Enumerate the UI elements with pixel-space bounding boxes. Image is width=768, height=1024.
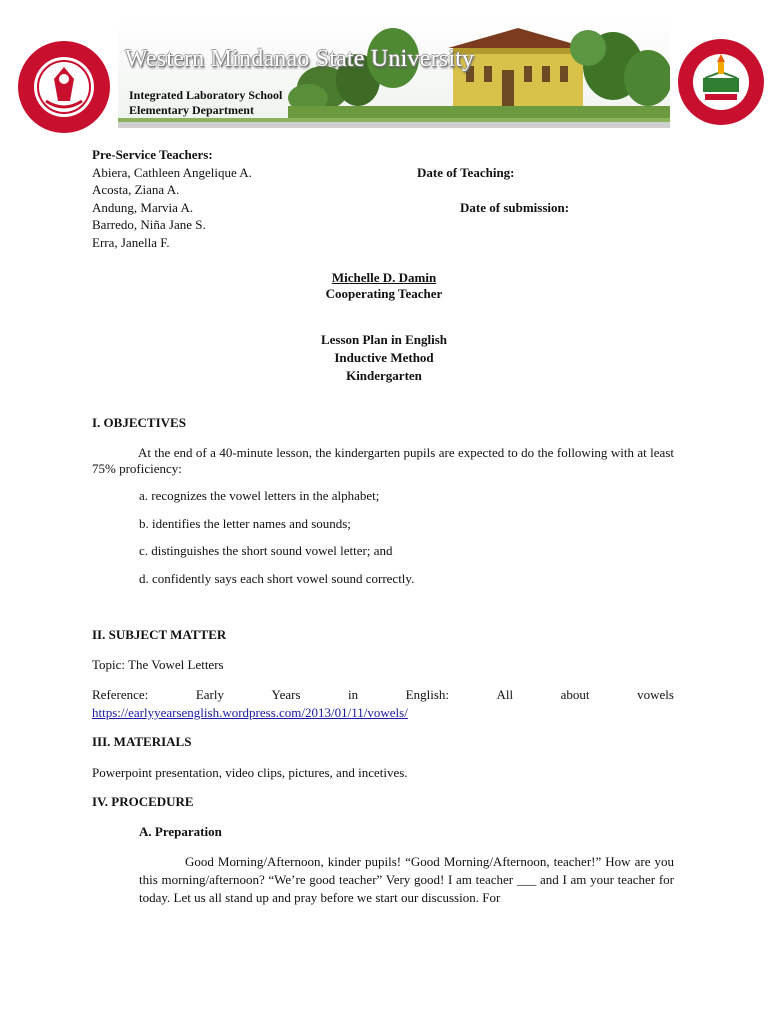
objective-item: a. recognizes the vowel letters in the alphabet; — [139, 488, 380, 503]
pre-service-label: Pre-Service Teachers: — [92, 147, 213, 162]
reference-word: about — [560, 687, 590, 702]
university-name: Western Mindanao State University — [125, 46, 475, 72]
wmsu-seal-icon — [16, 39, 112, 135]
department-name: Elementary Department — [129, 103, 254, 117]
reference-word: English: — [405, 687, 449, 702]
reference-word: vowels — [637, 687, 674, 702]
letterhead — [0, 0, 768, 140]
cooperating-teacher-role: Cooperating Teacher — [325, 286, 443, 301]
objectives-heading: I. OBJECTIVES — [92, 415, 186, 430]
date-of-teaching-label: Date of Teaching: — [417, 165, 515, 180]
teacher-name: Acosta, Ziana A. — [92, 182, 180, 197]
preparation-text: Good Morning/Afternoon, kinder pupils! “Good Morning/Afternoon, teacher!” How are you this morning/afternoon? “We’re good teacher” Very good! I am teacher ___ and I am your teacher for today. Let us all stand up and pray before we start our discussion. For — [139, 854, 674, 905]
materials-text: Powerpoint presentation, video clips, pictures, and incetives. — [92, 765, 408, 780]
reference-word: Years — [271, 687, 301, 702]
lesson-plan-title: Lesson Plan in English — [320, 332, 448, 347]
preparation-heading: A. Preparation — [139, 824, 222, 839]
procedure-heading: IV. PROCEDURE — [92, 794, 194, 809]
reference-word: Early — [195, 687, 224, 702]
materials-heading: III. MATERIALS — [92, 734, 192, 749]
objective-item: d. confidently says each short vowel sound correctly. — [139, 571, 415, 586]
reference-word: in — [348, 687, 359, 702]
lesson-plan-grade: Kindergarten — [346, 368, 422, 383]
date-of-submission-label: Date of submission: — [460, 200, 570, 215]
ils-seal-icon — [677, 38, 765, 126]
cooperating-teacher-name: Michelle D. Damin — [331, 270, 437, 285]
reference-word: All — [496, 687, 514, 702]
teacher-name: Andung, Marvia A. — [92, 200, 194, 215]
teacher-name: Barredo, Niña Jane S. — [92, 217, 206, 232]
lesson-plan-method: Inductive Method — [334, 350, 434, 365]
subject-matter-heading: II. SUBJECT MATTER — [92, 627, 227, 642]
topic-line: Topic: The Vowel Letters — [92, 657, 224, 672]
school-name: Integrated Laboratory School — [129, 88, 283, 102]
reference-word: Reference: — [92, 687, 149, 702]
objective-item: c. distinguishes the short sound vowel letter; and — [139, 543, 393, 558]
reference-line — [92, 687, 674, 703]
reference-link[interactable]: https://earlyyearsenglish.wordpress.com/2013/01/11/vowels/ — [92, 705, 408, 720]
objective-item: b. identifies the letter names and sounds; — [139, 516, 351, 531]
objectives-intro: At the end of a 40-minute lesson, the kindergarten pupils are expected to do the following with at least 75% proficiency: — [92, 445, 674, 476]
teacher-name: Erra, Janella F. — [92, 235, 170, 250]
teacher-name: Abiera, Cathleen Angelique A. — [92, 165, 252, 180]
